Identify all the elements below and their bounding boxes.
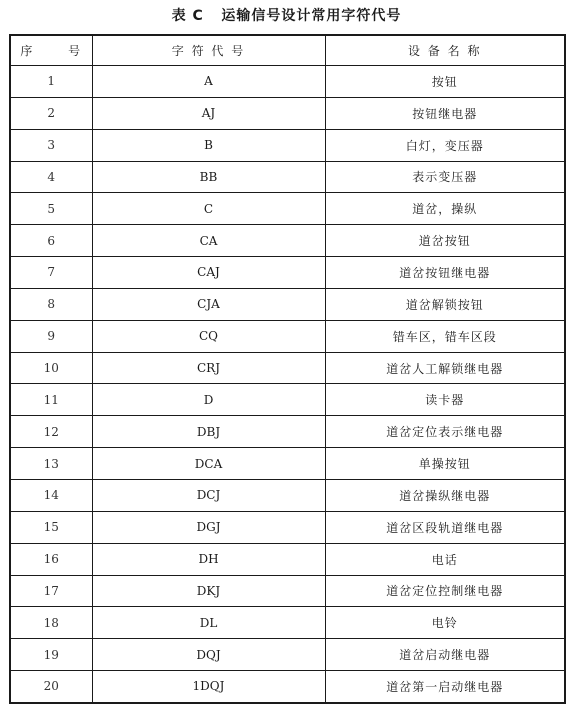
row-name-cell: 道岔解锁按钮 xyxy=(325,288,565,320)
row-code-cell: DCJ xyxy=(92,479,325,511)
row-name-cell: 道岔第一启动继电器 xyxy=(325,671,565,703)
table-row xyxy=(10,161,565,193)
row-code-cell: B xyxy=(92,129,325,161)
row-seq-cell: 17 xyxy=(10,575,92,607)
row-code-cell: DH xyxy=(92,543,325,575)
row-name-cell: 道岔，操纵 xyxy=(325,193,565,225)
table-row xyxy=(10,225,565,257)
row-seq-cell: 14 xyxy=(10,479,92,511)
row-code-cell: A xyxy=(92,66,325,98)
table-row xyxy=(10,257,565,289)
row-seq-cell: 15 xyxy=(10,511,92,543)
row-name-cell: 电话 xyxy=(325,543,565,575)
table-row xyxy=(10,66,565,98)
row-name-cell: 道岔按钮 xyxy=(325,225,565,257)
row-seq-cell: 18 xyxy=(10,607,92,639)
row-name-cell: 道岔区段轨道继电器 xyxy=(325,511,565,543)
row-seq-cell: 6 xyxy=(10,225,92,257)
row-code-cell: 1DQJ xyxy=(92,671,325,703)
row-seq-cell: 5 xyxy=(10,193,92,225)
header-seq: 序 号 xyxy=(10,35,92,66)
row-seq-cell: 3 xyxy=(10,129,92,161)
row-seq-cell: 7 xyxy=(10,257,92,289)
header-name: 设 备 名 称 xyxy=(325,35,565,66)
row-seq-cell: 10 xyxy=(10,352,92,384)
row-code-cell: DBJ xyxy=(92,416,325,448)
row-seq-cell: 9 xyxy=(10,320,92,352)
row-code-cell: DQJ xyxy=(92,639,325,671)
row-name-cell: 单操按钮 xyxy=(325,448,565,480)
row-name-cell: 道岔定位表示继电器 xyxy=(325,416,565,448)
table-row xyxy=(10,193,565,225)
row-code-cell: DCA xyxy=(92,448,325,480)
table-row xyxy=(10,384,565,416)
row-name-cell: 道岔启动继电器 xyxy=(325,639,565,671)
row-name-cell: 读卡器 xyxy=(325,384,565,416)
table-row xyxy=(10,416,565,448)
table-row xyxy=(10,97,565,129)
row-name-cell: 按钮 xyxy=(325,66,565,98)
row-code-cell: DGJ xyxy=(92,511,325,543)
row-seq-cell: 11 xyxy=(10,384,92,416)
row-code-cell: DKJ xyxy=(92,575,325,607)
row-seq-cell: 2 xyxy=(10,97,92,129)
table-row xyxy=(10,320,565,352)
table-row xyxy=(10,352,565,384)
row-name-cell: 道岔人工解锁继电器 xyxy=(325,352,565,384)
row-code-cell: CJA xyxy=(92,288,325,320)
row-code-cell: D xyxy=(92,384,325,416)
row-seq-cell: 12 xyxy=(10,416,92,448)
row-seq-cell: 4 xyxy=(10,161,92,193)
row-name-cell: 道岔按钮继电器 xyxy=(325,257,565,289)
row-code-cell: CA xyxy=(92,225,325,257)
row-code-cell: AJ xyxy=(92,97,325,129)
row-code-cell: CAJ xyxy=(92,257,325,289)
symbol-code-table xyxy=(9,34,566,704)
row-name-cell: 表示变压器 xyxy=(325,161,565,193)
table-row xyxy=(10,639,565,671)
row-name-cell: 电铃 xyxy=(325,607,565,639)
row-code-cell: BB xyxy=(92,161,325,193)
header-row xyxy=(10,35,565,66)
row-code-cell: CQ xyxy=(92,320,325,352)
table-row xyxy=(10,479,565,511)
row-seq-cell: 1 xyxy=(10,66,92,98)
row-seq-cell: 19 xyxy=(10,639,92,671)
row-code-cell: C xyxy=(92,193,325,225)
row-name-cell: 按钮继电器 xyxy=(325,97,565,129)
table-row xyxy=(10,129,565,161)
row-seq-cell: 8 xyxy=(10,288,92,320)
table-header xyxy=(10,35,565,66)
row-name-cell: 道岔定位控制继电器 xyxy=(325,575,565,607)
table-row xyxy=(10,511,565,543)
row-name-cell: 白灯，变压器 xyxy=(325,129,565,161)
table-row xyxy=(10,575,565,607)
row-name-cell: 错车区，错车区段 xyxy=(325,320,565,352)
table-row xyxy=(10,607,565,639)
table-row xyxy=(10,671,565,703)
table-row xyxy=(10,448,565,480)
header-code: 字 符 代 号 xyxy=(92,35,325,66)
table-body xyxy=(10,66,565,703)
row-name-cell: 道岔操纵继电器 xyxy=(325,479,565,511)
table-caption: 表 C 运输信号设计常用字符代号 xyxy=(171,8,402,24)
row-seq-cell: 16 xyxy=(10,543,92,575)
row-seq-cell: 20 xyxy=(10,671,92,703)
row-seq-cell: 13 xyxy=(10,448,92,480)
row-code-cell: DL xyxy=(92,607,325,639)
table-row xyxy=(10,543,565,575)
table-row xyxy=(10,288,565,320)
row-code-cell: CRJ xyxy=(92,352,325,384)
